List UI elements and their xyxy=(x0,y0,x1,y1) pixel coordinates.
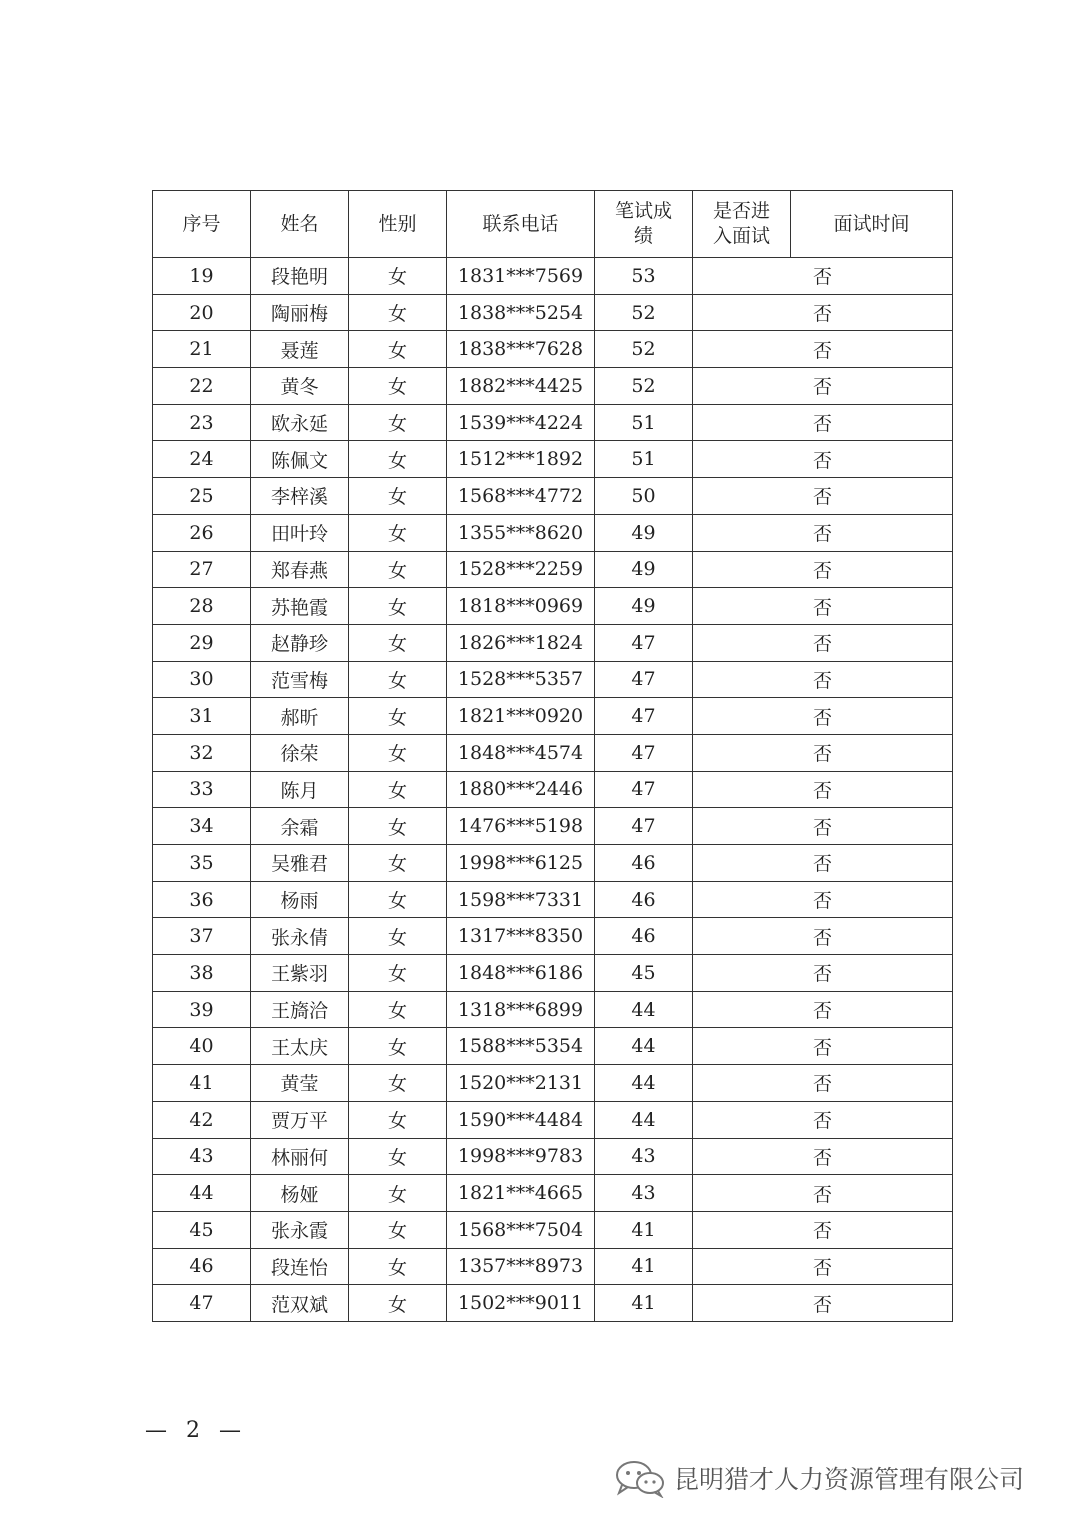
page-number: — 2 — xyxy=(145,1418,247,1443)
cell-interview-status: 否 xyxy=(693,955,953,992)
cell-name: 黄莹 xyxy=(251,1065,349,1102)
cell-index: 43 xyxy=(153,1138,251,1175)
cell-phone: 1838***5254 xyxy=(447,294,595,331)
cell-score: 51 xyxy=(595,404,693,441)
cell-phone: 1821***4665 xyxy=(447,1175,595,1212)
cell-index: 20 xyxy=(153,294,251,331)
cell-phone: 1317***8350 xyxy=(447,918,595,955)
cell-interview-status: 否 xyxy=(693,588,953,625)
table-row xyxy=(153,771,953,808)
cell-phone: 1528***2259 xyxy=(447,551,595,588)
cell-index: 30 xyxy=(153,661,251,698)
cell-interview-status: 否 xyxy=(693,1138,953,1175)
cell-score: 50 xyxy=(595,478,693,515)
cell-score: 44 xyxy=(595,1028,693,1065)
table-row xyxy=(153,881,953,918)
cell-gender: 女 xyxy=(349,918,447,955)
cell-gender: 女 xyxy=(349,258,447,295)
cell-phone: 1848***6186 xyxy=(447,955,595,992)
cell-name: 杨雨 xyxy=(251,881,349,918)
header-name: 姓名 xyxy=(251,191,349,258)
cell-index: 46 xyxy=(153,1248,251,1285)
cell-score: 47 xyxy=(595,661,693,698)
cell-name: 余霜 xyxy=(251,808,349,845)
table-row xyxy=(153,1211,953,1248)
table-row xyxy=(153,991,953,1028)
cell-index: 34 xyxy=(153,808,251,845)
cell-interview-status: 否 xyxy=(693,1248,953,1285)
cell-interview-status: 否 xyxy=(693,661,953,698)
table-row xyxy=(153,294,953,331)
cell-gender: 女 xyxy=(349,955,447,992)
cell-index: 36 xyxy=(153,881,251,918)
cell-phone: 1598***7331 xyxy=(447,881,595,918)
table-row xyxy=(153,258,953,295)
cell-index: 29 xyxy=(153,624,251,661)
cell-phone: 1588***5354 xyxy=(447,1028,595,1065)
cell-gender: 女 xyxy=(349,1211,447,1248)
table-row xyxy=(153,441,953,478)
cell-interview-status: 否 xyxy=(693,698,953,735)
cell-interview-status: 否 xyxy=(693,991,953,1028)
cell-phone: 1476***5198 xyxy=(447,808,595,845)
cell-name: 段连怡 xyxy=(251,1248,349,1285)
cell-index: 21 xyxy=(153,331,251,368)
cell-name: 贾万平 xyxy=(251,1101,349,1138)
cell-interview-status: 否 xyxy=(693,551,953,588)
cell-name: 陈佩文 xyxy=(251,441,349,478)
cell-gender: 女 xyxy=(349,551,447,588)
table-row xyxy=(153,514,953,551)
cell-phone: 1882***4425 xyxy=(447,368,595,405)
cell-phone: 1821***0920 xyxy=(447,698,595,735)
cell-gender: 女 xyxy=(349,1101,447,1138)
table-row xyxy=(153,918,953,955)
cell-phone: 1818***0969 xyxy=(447,588,595,625)
cell-name: 王紫羽 xyxy=(251,955,349,992)
wechat-icon xyxy=(612,1458,668,1498)
cell-index: 32 xyxy=(153,734,251,771)
cell-score: 49 xyxy=(595,588,693,625)
table-header-row xyxy=(153,191,953,258)
header-phone: 联系电话 xyxy=(447,191,595,258)
cell-index: 33 xyxy=(153,771,251,808)
cell-interview-status: 否 xyxy=(693,881,953,918)
cell-interview-status: 否 xyxy=(693,294,953,331)
table-row xyxy=(153,1285,953,1322)
cell-name: 范雪梅 xyxy=(251,661,349,698)
header-interview-time: 面试时间 xyxy=(791,191,953,258)
cell-gender: 女 xyxy=(349,441,447,478)
cell-index: 39 xyxy=(153,991,251,1028)
header-gender: 性别 xyxy=(349,191,447,258)
cell-gender: 女 xyxy=(349,624,447,661)
cell-interview-status: 否 xyxy=(693,1101,953,1138)
candidate-table xyxy=(152,190,953,1322)
cell-gender: 女 xyxy=(349,331,447,368)
cell-score: 43 xyxy=(595,1175,693,1212)
cell-phone: 1826***1824 xyxy=(447,624,595,661)
table-row xyxy=(153,1065,953,1102)
cell-name: 陈月 xyxy=(251,771,349,808)
cell-gender: 女 xyxy=(349,1285,447,1322)
cell-name: 欧永延 xyxy=(251,404,349,441)
cell-score: 47 xyxy=(595,808,693,845)
table-row xyxy=(153,1175,953,1212)
cell-index: 37 xyxy=(153,918,251,955)
cell-gender: 女 xyxy=(349,1248,447,1285)
table-body xyxy=(153,258,953,1322)
cell-name: 张永倩 xyxy=(251,918,349,955)
cell-score: 41 xyxy=(595,1211,693,1248)
table-row xyxy=(153,588,953,625)
cell-name: 王旖洽 xyxy=(251,991,349,1028)
cell-interview-status: 否 xyxy=(693,1175,953,1212)
cell-index: 24 xyxy=(153,441,251,478)
header-score: 笔试成绩 xyxy=(595,191,693,258)
cell-score: 43 xyxy=(595,1138,693,1175)
cell-name: 郑春燕 xyxy=(251,551,349,588)
cell-score: 53 xyxy=(595,258,693,295)
cell-phone: 1357***8973 xyxy=(447,1248,595,1285)
table-row xyxy=(153,698,953,735)
cell-phone: 1568***7504 xyxy=(447,1211,595,1248)
cell-score: 44 xyxy=(595,1101,693,1138)
cell-interview-status: 否 xyxy=(693,478,953,515)
cell-name: 赵静珍 xyxy=(251,624,349,661)
cell-score: 44 xyxy=(595,991,693,1028)
cell-score: 52 xyxy=(595,331,693,368)
cell-interview-status: 否 xyxy=(693,258,953,295)
cell-score: 41 xyxy=(595,1285,693,1322)
cell-gender: 女 xyxy=(349,698,447,735)
cell-gender: 女 xyxy=(349,881,447,918)
cell-score: 47 xyxy=(595,771,693,808)
cell-name: 段艳明 xyxy=(251,258,349,295)
cell-interview-status: 否 xyxy=(693,1285,953,1322)
cell-score: 47 xyxy=(595,624,693,661)
table-row xyxy=(153,404,953,441)
cell-index: 19 xyxy=(153,258,251,295)
table-row xyxy=(153,808,953,845)
table-row xyxy=(153,661,953,698)
cell-name: 李梓溪 xyxy=(251,478,349,515)
cell-score: 45 xyxy=(595,955,693,992)
cell-name: 范双斌 xyxy=(251,1285,349,1322)
cell-index: 28 xyxy=(153,588,251,625)
cell-interview-status: 否 xyxy=(693,1065,953,1102)
cell-interview-status: 否 xyxy=(693,808,953,845)
table-row xyxy=(153,331,953,368)
table-row xyxy=(153,478,953,515)
cell-phone: 1848***4574 xyxy=(447,734,595,771)
cell-name: 张永霞 xyxy=(251,1211,349,1248)
cell-score: 46 xyxy=(595,845,693,882)
cell-interview-status: 否 xyxy=(693,624,953,661)
cell-score: 47 xyxy=(595,734,693,771)
table-row xyxy=(153,1138,953,1175)
cell-index: 40 xyxy=(153,1028,251,1065)
cell-name: 田叶玲 xyxy=(251,514,349,551)
cell-index: 35 xyxy=(153,845,251,882)
cell-name: 王太庆 xyxy=(251,1028,349,1065)
cell-score: 52 xyxy=(595,368,693,405)
header-interview-status: 是否进入面试 xyxy=(693,191,791,258)
cell-interview-status: 否 xyxy=(693,331,953,368)
cell-interview-status: 否 xyxy=(693,404,953,441)
cell-score: 49 xyxy=(595,514,693,551)
cell-index: 23 xyxy=(153,404,251,441)
cell-gender: 女 xyxy=(349,771,447,808)
cell-interview-status: 否 xyxy=(693,771,953,808)
table-row xyxy=(153,1028,953,1065)
cell-gender: 女 xyxy=(349,404,447,441)
cell-phone: 1590***4484 xyxy=(447,1101,595,1138)
cell-interview-status: 否 xyxy=(693,1028,953,1065)
cell-score: 52 xyxy=(595,294,693,331)
cell-phone: 1831***7569 xyxy=(447,258,595,295)
cell-phone: 1512***1892 xyxy=(447,441,595,478)
cell-interview-status: 否 xyxy=(693,441,953,478)
cell-gender: 女 xyxy=(349,1138,447,1175)
cell-gender: 女 xyxy=(349,845,447,882)
table-row xyxy=(153,1101,953,1138)
cell-interview-status: 否 xyxy=(693,514,953,551)
cell-score: 49 xyxy=(595,551,693,588)
cell-index: 22 xyxy=(153,368,251,405)
cell-score: 44 xyxy=(595,1065,693,1102)
cell-name: 杨娅 xyxy=(251,1175,349,1212)
cell-name: 黄冬 xyxy=(251,368,349,405)
cell-phone: 1318***6899 xyxy=(447,991,595,1028)
cell-gender: 女 xyxy=(349,1175,447,1212)
cell-interview-status: 否 xyxy=(693,918,953,955)
cell-phone: 1998***6125 xyxy=(447,845,595,882)
cell-gender: 女 xyxy=(349,661,447,698)
cell-score: 51 xyxy=(595,441,693,478)
header-index: 序号 xyxy=(153,191,251,258)
cell-score: 41 xyxy=(595,1248,693,1285)
cell-index: 26 xyxy=(153,514,251,551)
cell-index: 42 xyxy=(153,1101,251,1138)
cell-score: 46 xyxy=(595,881,693,918)
cell-name: 苏艳霞 xyxy=(251,588,349,625)
cell-phone: 1880***2446 xyxy=(447,771,595,808)
cell-index: 27 xyxy=(153,551,251,588)
cell-index: 25 xyxy=(153,478,251,515)
watermark-text: 昆明猎才人力资源管理有限公司 xyxy=(674,1465,1025,1494)
cell-interview-status: 否 xyxy=(693,845,953,882)
cell-gender: 女 xyxy=(349,991,447,1028)
cell-name: 聂莲 xyxy=(251,331,349,368)
cell-gender: 女 xyxy=(349,478,447,515)
cell-interview-status: 否 xyxy=(693,734,953,771)
cell-index: 47 xyxy=(153,1285,251,1322)
cell-gender: 女 xyxy=(349,294,447,331)
table-row xyxy=(153,368,953,405)
cell-phone: 1355***8620 xyxy=(447,514,595,551)
cell-phone: 1838***7628 xyxy=(447,331,595,368)
cell-gender: 女 xyxy=(349,368,447,405)
cell-gender: 女 xyxy=(349,1028,447,1065)
cell-interview-status: 否 xyxy=(693,368,953,405)
watermark xyxy=(612,1458,1024,1498)
cell-gender: 女 xyxy=(349,588,447,625)
cell-index: 41 xyxy=(153,1065,251,1102)
cell-name: 吴雅君 xyxy=(251,845,349,882)
table-row xyxy=(153,1248,953,1285)
cell-phone: 1568***4772 xyxy=(447,478,595,515)
cell-phone: 1998***9783 xyxy=(447,1138,595,1175)
cell-score: 46 xyxy=(595,918,693,955)
cell-index: 31 xyxy=(153,698,251,735)
table-row xyxy=(153,955,953,992)
table-row xyxy=(153,845,953,882)
cell-phone: 1539***4224 xyxy=(447,404,595,441)
cell-gender: 女 xyxy=(349,1065,447,1102)
cell-gender: 女 xyxy=(349,734,447,771)
cell-interview-status: 否 xyxy=(693,1211,953,1248)
cell-name: 徐荣 xyxy=(251,734,349,771)
cell-name: 陶丽梅 xyxy=(251,294,349,331)
table-row xyxy=(153,734,953,771)
cell-phone: 1520***2131 xyxy=(447,1065,595,1102)
cell-phone: 1502***9011 xyxy=(447,1285,595,1322)
cell-gender: 女 xyxy=(349,514,447,551)
table-row xyxy=(153,624,953,661)
cell-gender: 女 xyxy=(349,808,447,845)
cell-score: 47 xyxy=(595,698,693,735)
cell-index: 44 xyxy=(153,1175,251,1212)
cell-phone: 1528***5357 xyxy=(447,661,595,698)
cell-index: 38 xyxy=(153,955,251,992)
cell-index: 45 xyxy=(153,1211,251,1248)
cell-name: 林丽何 xyxy=(251,1138,349,1175)
cell-name: 郝昕 xyxy=(251,698,349,735)
table-row xyxy=(153,551,953,588)
